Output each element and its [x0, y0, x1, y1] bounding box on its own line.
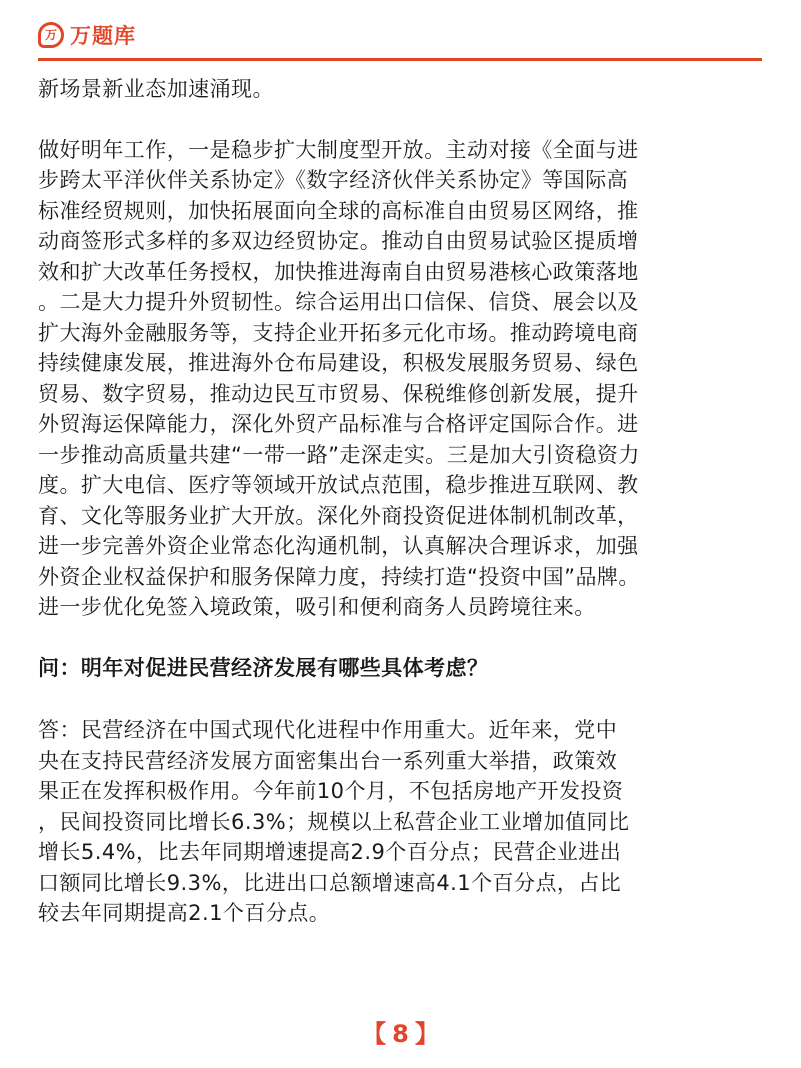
page-number: 8	[392, 1020, 409, 1048]
logo-pin-icon	[38, 22, 64, 48]
header	[38, 14, 762, 54]
logo	[38, 18, 136, 52]
logo-mark-text: 万	[44, 28, 57, 42]
logo-text: 万题库	[70, 24, 136, 48]
paragraph-next-year-work: 做好明年工作，一是稳步扩大制度型开放。主动对接《全面与进 步跨太平洋伙伴关系协定》《数字经济伙伴关系协定》等国际高 标准经贸规则，加快拓展面向全球的高标准自由贸易区网络，推 动商签形式多样的多双边经贸协定。推动自由贸易试验区提质增 效和扩大改革任务授权，加快推进海南自由贸易港核心政策落地 。二是大力提升外贸韧性。综合运用出口信保、信贷、展会以及 扩大海外金融服务等，支持企业开拓多元化市场。推动跨境电商 持续健康发展，推进海外仓布局建设，积极发展服务贸易、绿色 贸易、数字贸易，推动边民互市贸易、保税维修创新发展，提升 外贸海运保障能力，深化外贸产品标准与合格评定国际合作。进 一步推动高质量共建“一带一路”走深走实。三是加大引资稳资力 度。扩大电信、医疗等领域开放试点范围，稳步推进互联网、教 育、文化等服务业扩大开放。深化外商投资促进体制机制改革， 进一步完善外资企业常态化沟通机制，认真解决合理诉求，加强 外资企业权益保护和服务保障力度，持续打造“投资中国”品牌。 进一步优化免签入境政策，吸引和便利商务人员跨境往来。	[38, 137, 640, 619]
right-bracket: 】	[414, 1020, 439, 1048]
paragraph-intro-end: 新场景新业态加速涌现。	[38, 77, 274, 101]
page-footer	[0, 1014, 801, 1049]
left-bracket: 【	[362, 1020, 387, 1048]
question-heading: 问：明年对促进民营经济发展有哪些具体考虑？	[38, 655, 489, 680]
document-body	[38, 74, 768, 929]
answer-paragraph: 答：民营经济在中国式现代化进程中作用重大。近年来，党中 央在支持民营经济发展方面密集出台一系列重大举措，政策效 果正在发挥积极作用。今年前10个月，不包括房地产开发投资 ，民间投资同比增长6.3%；规模以上私营企业工业增加值同比 增长5.4%，比去年同期增速提高2.9个百分点；民营企业进出 口额同比增长9.3%，比进出口总额增速高4.1个百分点，占比 较去年同期提高2.1个百分点。	[38, 718, 630, 925]
header-divider	[38, 58, 762, 61]
